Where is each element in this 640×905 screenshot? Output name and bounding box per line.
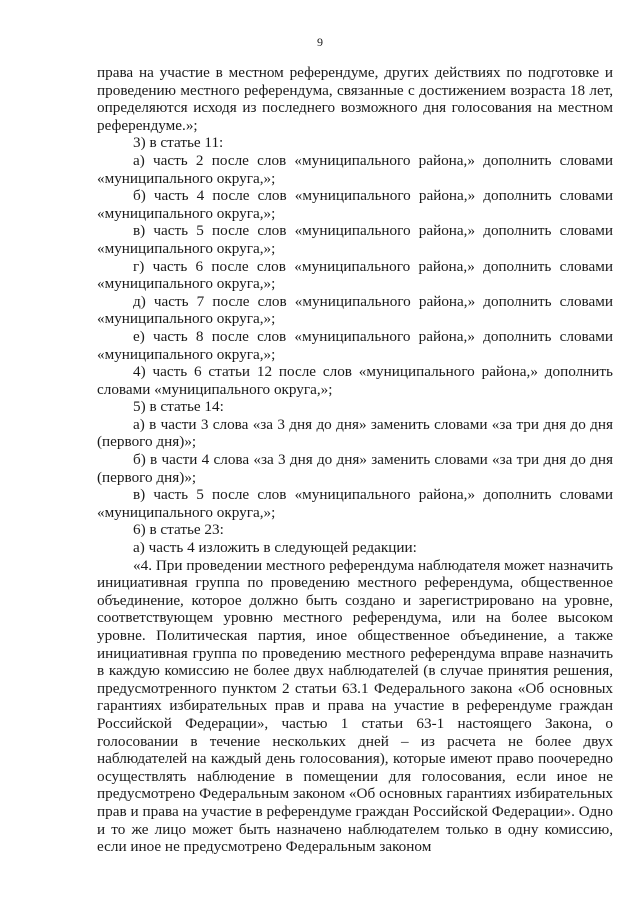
paragraph-article-12: 4) часть 6 статьи 12 после слов «муниципального района,» дополнить словами «муниципального округа,»;	[97, 363, 613, 398]
paragraph-item-a: а) часть 4 изложить в следующей редакции:	[133, 539, 417, 557]
paragraph-continuation: права на участие в местном референдуме, других действиях по подготовке и проведению местного референдума, связанные с достижением возраста 18 лет, определяются исходя из последнего возможного дня голосования на местном референдуме.»;	[97, 64, 613, 134]
paragraph-article-14: 5) в статье 14:	[133, 398, 224, 416]
quoted-new-wording: «4. При проведении местного референдума наблюдателя может назначить инициативная группа по проведению местного референдума, общественное объединение, которое должно быть создано и зарегистрировано на уровне, соответствующем уровню местного референдума, или на более высоком уровне. Политическая партия, иное общественное объединение, а также инициативная группа по проведению местного референдума вправе назначить в каждую комиссию не более двух наблюдателей (в случае принятия решения, предусмотренного пунктом 2 статьи 63.1 Федерального закона «Об основных гарантиях избирательных прав и права на участие в референдуме граждан Российской Федерации», частью 1 статьи 63-1 настоящего Закона, о голосовании в течение нескольких дней – из расчета не более двух наблюдателей на каждый день голосования), которые имеют право поочередно осуществлять наблюдение в помещении для голосования, если иное не предусмотрено Федеральным законом «Об основных гарантиях избирательных прав и права на участие в референдуме граждан Российской Федерации». Одно и то же лицо может быть назначено наблюдателем только в одну комиссию, если иное не предусмотрено Федеральным законом	[97, 556, 613, 856]
paragraph-item-b: б) часть 4 после слов «муниципального района,» дополнить словами «муниципального округа,»;	[97, 187, 613, 222]
paragraph-item-v: в) часть 5 после слов «муниципального района,» дополнить словами «муниципального округа,»;	[97, 222, 613, 257]
document-body	[97, 64, 613, 856]
paragraph-item-d: д) часть 7 после слов «муниципального района,» дополнить словами «муниципального округа,»;	[97, 292, 613, 328]
paragraph-item-b: б) в части 4 слова «за 3 дня до дня» заменить словами «за три дня до дня (первого дня)»;	[97, 451, 613, 486]
paragraph-article-11: 3) в статье 11:	[133, 134, 224, 152]
paragraph-item-a: а) в части 3 слова «за 3 дня до дня» заменить словами «за три дня до дня (первого дня)»;	[97, 415, 613, 451]
paragraph-article-23: 6) в статье 23:	[133, 521, 224, 539]
paragraph-item-v: в) часть 5 после слов «муниципального района,» дополнить словами «муниципального округа,»;	[97, 486, 613, 521]
page-number: 9	[317, 35, 323, 49]
paragraph-item-a: а) часть 2 после слов «муниципального района,» дополнить словами «муниципального округа,»;	[97, 151, 613, 187]
paragraph-item-e: е) часть 8 после слов «муниципального района,» дополнить словами «муниципального округа,»;	[97, 327, 613, 363]
paragraph-item-g: г) часть 6 после слов «муниципального района,» дополнить словами «муниципального округа,»;	[97, 257, 613, 293]
